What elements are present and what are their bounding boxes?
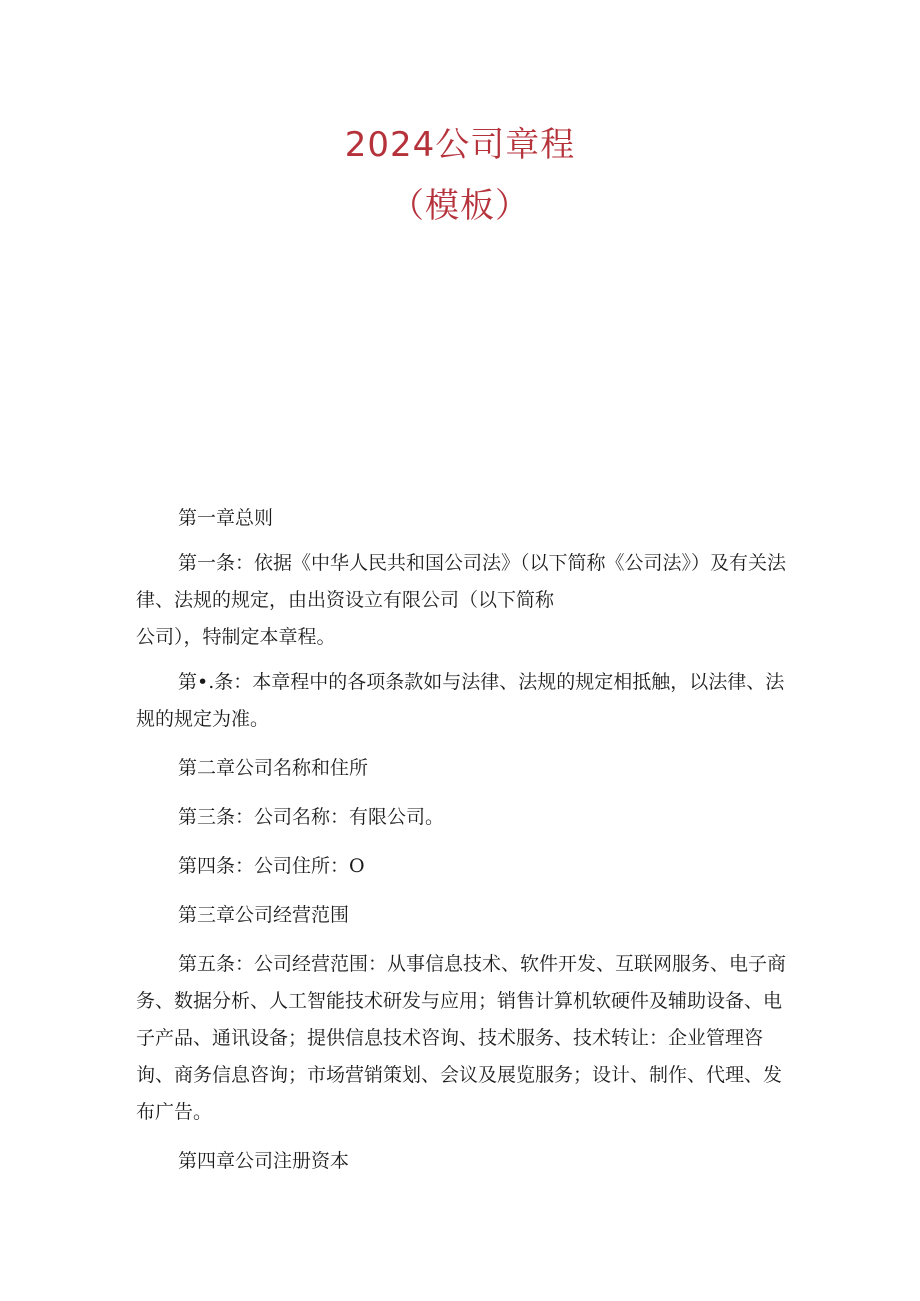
chapter-3-heading: 第三章公司经营范围 xyxy=(178,904,350,926)
article-3: 第三条：公司名称：有限公司。 xyxy=(178,806,445,828)
article-1 xyxy=(136,545,796,656)
article-2: 第•.条：本章程中的各项条款如与法律、法规的规定相抵触，以法律、法规的规定为准。 xyxy=(136,671,785,730)
article-1-text-end: 公司），特制定本章程。 xyxy=(136,626,336,648)
article-4: 第四条：公司住所：O xyxy=(178,855,365,877)
chapter-2-heading: 第二章公司名称和住所 xyxy=(178,757,369,779)
article-5: 第五条：公司经营范围：从事信息技术、软件开发、互联网服务、电子商务、数据分析、人工智能技术研发与应用；销售计算机软硬件及辅助设备、电子产品、通讯设备；提供信息技术咨询、技术服务、技术转让：企业管理咨询、商务信息咨询；市场营销策划、会议及展览服务；设计、制作、代理、发布广告。 xyxy=(136,953,787,1123)
article-1-text: 第一条：依据《中华人民共和国公司法》（以下简称《公司法》）及有关法律、法规的规定，由出资设立有限公司（以下简称 xyxy=(136,552,787,611)
document-body xyxy=(136,500,796,1180)
document-title: 2024公司章程 xyxy=(344,125,576,165)
chapter-4-heading: 第四章公司注册资本 xyxy=(178,1150,350,1172)
document-subtitle: （模板） xyxy=(390,186,530,226)
chapter-1-heading: 第一章总则 xyxy=(178,507,274,529)
